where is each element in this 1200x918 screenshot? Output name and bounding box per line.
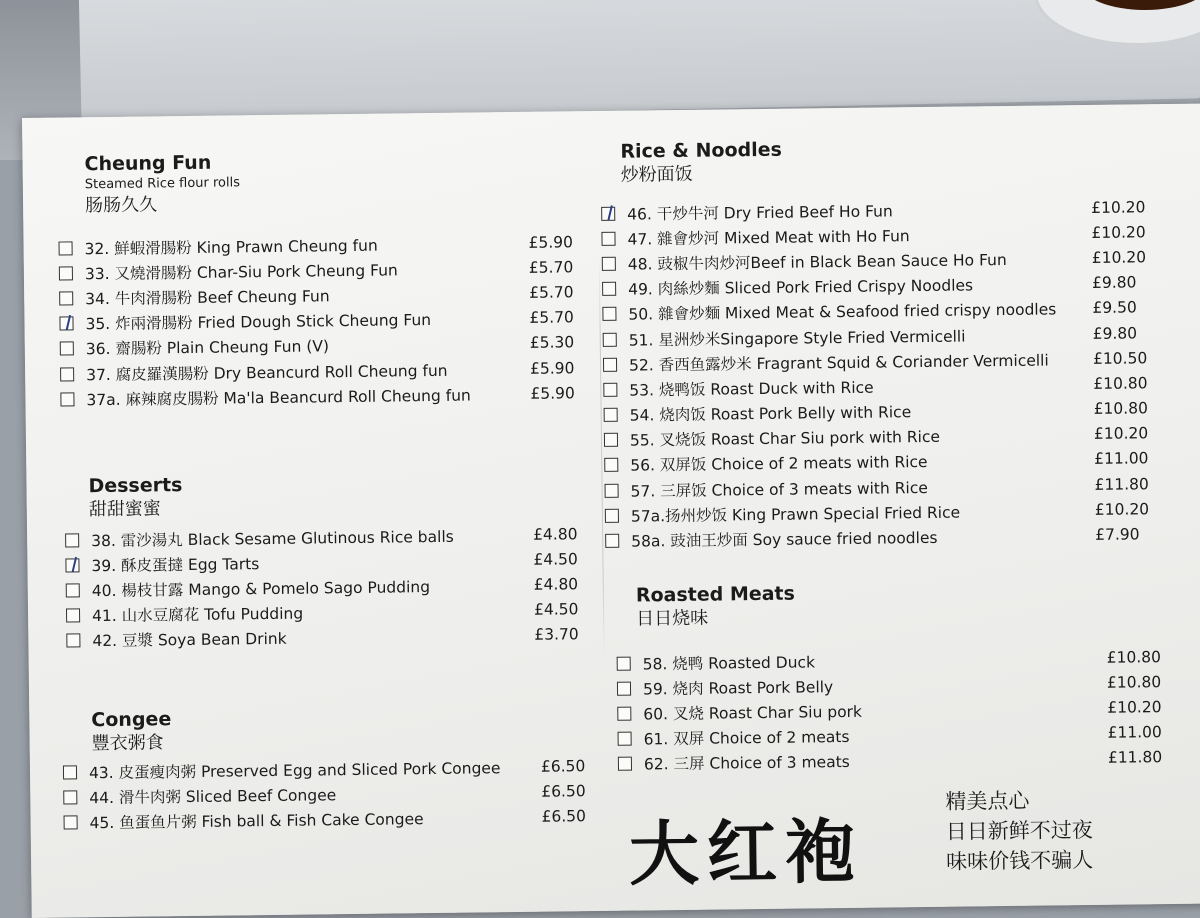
item-name: 42. 豆漿 Soya Bean Drink: [92, 630, 287, 651]
order-checkbox[interactable]: [605, 509, 619, 523]
section-title-cn: 日日烧味: [636, 607, 709, 630]
item-price: £6.50: [541, 807, 587, 826]
item-price: £6.50: [541, 781, 586, 801]
item-price: £5.90: [528, 232, 574, 252]
slogan-line: 精美点心: [945, 788, 1030, 814]
item-name: 37a. 麻辣腐皮腸粉 Ma'la Beancurd Roll Cheung fun: [86, 386, 471, 409]
order-checkbox[interactable]: [604, 433, 618, 447]
section-title-cn: 肠肠久久: [84, 194, 158, 217]
item-price: £10.20: [1091, 248, 1147, 267]
section-title: Rice & Noodles: [620, 138, 783, 163]
order-checkbox[interactable]: [605, 534, 619, 548]
order-checkbox[interactable]: [66, 634, 80, 648]
order-checkbox[interactable]: [64, 815, 78, 829]
item-price: £4.50: [533, 550, 578, 569]
section-rice-noodles: [620, 139, 782, 187]
section-title-cn: 豐衣粥食: [91, 732, 164, 755]
item-name: 37. 腐皮羅漢腸粉 Dry Beancurd Roll Cheung fun: [86, 361, 448, 384]
item-price: £5.70: [529, 308, 574, 327]
order-checkbox[interactable]: [617, 707, 631, 721]
item-name: 50. 雜會炒麵 Mixed Meat & Seafood fried crispy noodles: [628, 300, 1057, 324]
order-checkbox[interactable]: [603, 383, 617, 397]
item-name: 39. 酥皮蛋撻 Egg Tarts: [91, 554, 260, 575]
desserts-list: [65, 521, 586, 653]
item-price: £5.90: [529, 358, 575, 378]
item-name: 41. 山水豆腐花 Tofu Pudding: [91, 604, 304, 626]
menu-paper: [22, 103, 1200, 917]
item-name: 57a.扬州炒饭 King Prawn Special Fried Rice: [630, 503, 961, 526]
item-name: 52. 香西鱼露炒米 Fragrant Squid & Coriander Vermicelli: [628, 351, 1049, 375]
item-name: 33. 又燒滑腸粉 Char-Siu Pork Cheung Fun: [84, 261, 398, 284]
item-name: 38. 雷沙湯丸 Black Sesame Glutinous Rice balls: [91, 527, 454, 550]
brand-logo: 大红袍: [628, 809, 864, 896]
order-checkbox[interactable]: [602, 282, 616, 296]
section-title-cn: 甜甜蜜蜜: [88, 498, 161, 521]
order-checkbox[interactable]: [602, 307, 616, 321]
item-price: £10.20: [1091, 223, 1146, 242]
order-checkbox[interactable]: [59, 241, 73, 255]
order-checkbox[interactable]: [602, 257, 616, 271]
order-checkbox[interactable]: [66, 608, 80, 622]
item-price: £11.80: [1094, 474, 1149, 494]
item-price: £10.20: [1093, 424, 1149, 444]
item-price: £7.90: [1095, 525, 1140, 544]
order-checkbox[interactable]: [618, 757, 632, 771]
item-price: £10.20: [1107, 698, 1162, 717]
section-title: Roasted Meats: [635, 582, 796, 607]
section-congee: [91, 708, 171, 755]
item-price: £5.70: [528, 258, 574, 277]
item-price: £9.50: [1092, 298, 1137, 318]
roasted-meats-list: [617, 644, 1178, 777]
item-name: 45. 鱼蛋鱼片粥 Fish ball & Fish Cake Congee: [89, 810, 424, 833]
item-name: 46. 干炒牛河 Dry Fried Beef Ho Fun: [627, 201, 893, 224]
section-title-cn: 炒粉面饭: [620, 163, 693, 186]
item-name: 53. 烧鸭饭 Roast Duck with Rice: [629, 378, 874, 400]
item-price: £9.80: [1091, 273, 1137, 293]
item-price: £10.80: [1093, 399, 1148, 419]
order-checkbox[interactable]: [617, 681, 631, 695]
item-name: 48. 豉椒牛肉炒河Beef in Black Bean Sauce Ho Fun: [627, 250, 1007, 274]
section-roasted-meats: [636, 583, 796, 631]
section-title: Congee: [91, 708, 172, 732]
item-name: 32. 鮮蝦滑腸粉 King Prawn Cheung fun: [84, 236, 378, 258]
item-name: 35. 炸兩滑腸粉 Fried Dough Stick Cheung Fun: [85, 311, 432, 334]
section-desserts: [88, 474, 182, 521]
menu-item: [60, 380, 580, 412]
item-price: £5.30: [529, 333, 575, 353]
item-name: 49. 肉絲炒麵 Sliced Pork Fried Crispy Noodles: [628, 276, 974, 299]
item-price: £5.90: [530, 383, 575, 403]
item-price: £3.70: [534, 625, 579, 645]
item-name: 61. 双屏 Choice of 2 meats: [643, 728, 850, 749]
rice-noodles-list: [601, 194, 1175, 554]
item-name: 58. 烧鸭 Roasted Duck: [642, 652, 816, 674]
item-price: £4.80: [533, 575, 579, 594]
item-name: 54. 烧肉饭 Roast Pork Belly with Rice: [629, 403, 912, 425]
brand-slogan: [945, 785, 1093, 877]
item-name: 57. 三屏饭 Choice of 3 meats with Rice: [630, 478, 928, 501]
order-checkbox[interactable]: [601, 232, 615, 246]
item-price: £5.70: [529, 283, 574, 302]
congee-list: [63, 753, 594, 835]
section-title: Cheung Fun: [84, 151, 212, 176]
menu-item: [63, 803, 593, 835]
order-checkbox[interactable]: [604, 458, 618, 472]
item-price: £11.80: [1107, 748, 1163, 768]
item-name: 58a. 豉油王炒面 Soy sauce fried noodles: [631, 528, 938, 551]
item-price: £9.80: [1092, 323, 1138, 343]
order-checkbox[interactable]: [63, 790, 77, 804]
item-price: £10.50: [1092, 348, 1148, 368]
section-title: Desserts: [88, 474, 183, 498]
order-checkbox[interactable]: [603, 357, 617, 371]
slogan-line: 味味价钱不骗人: [946, 847, 1094, 874]
item-price: £11.00: [1107, 723, 1162, 742]
item-name: 60. 叉烧 Roast Char Siu pork: [643, 702, 863, 724]
order-checkbox[interactable]: [66, 583, 80, 597]
order-checkbox[interactable]: [63, 765, 77, 779]
section-subtitle: Steamed Rice flour rolls: [84, 175, 241, 193]
item-price: £10.80: [1093, 374, 1148, 393]
order-checkbox[interactable]: [59, 317, 73, 331]
item-price: £4.50: [533, 600, 579, 619]
order-checkbox[interactable]: [617, 656, 631, 670]
order-checkbox[interactable]: [605, 483, 619, 497]
order-checkbox[interactable]: [65, 533, 79, 547]
item-price: £10.20: [1094, 500, 1150, 519]
item-name: 43. 皮蛋瘦肉粥 Preserved Egg and Sliced Pork Congee: [88, 758, 501, 782]
menu-item: [66, 622, 586, 654]
item-price: £10.80: [1106, 672, 1162, 692]
order-checkbox[interactable]: [59, 266, 73, 280]
item-name: 44. 滑牛肉粥 Sliced Beef Congee: [89, 785, 337, 808]
item-name: 51. 星洲炒米Singapore Style Fried Vermicelli: [628, 327, 966, 350]
order-checkbox[interactable]: [60, 342, 74, 356]
item-price: £11.00: [1094, 449, 1149, 469]
item-name: 40. 楊枝甘露 Mango & Pomelo Sago Pudding: [91, 578, 431, 601]
item-name: 36. 齋腸粉 Plain Cheung Fun (V): [85, 337, 330, 359]
item-price: £10.80: [1106, 647, 1162, 667]
item-name: 59. 烧肉 Roast Pork Belly: [642, 677, 834, 699]
item-name: 62. 三屏 Choice of 3 meats: [643, 753, 850, 774]
order-checkbox[interactable]: [65, 558, 79, 572]
order-checkbox[interactable]: [60, 392, 74, 406]
order-checkbox[interactable]: [601, 206, 615, 220]
item-name: 47. 雜會炒河 Mixed Meat with Ho Fun: [627, 226, 910, 249]
item-price: £10.20: [1091, 197, 1146, 217]
order-checkbox[interactable]: [618, 732, 632, 746]
item-price: £4.80: [533, 524, 578, 544]
order-checkbox[interactable]: [59, 291, 73, 305]
item-name: 56. 双屏饭 Choice of 2 meats with Rice: [630, 453, 928, 476]
order-checkbox[interactable]: [603, 332, 617, 346]
cheung-fun-list: [58, 229, 580, 412]
item-name: 55. 叉烧饭 Roast Char Siu pork with Rice: [629, 428, 941, 450]
slogan-line: 日日新鲜不过夜: [945, 817, 1093, 844]
order-checkbox[interactable]: [604, 408, 618, 422]
item-name: 34. 牛肉滑腸粉 Beef Cheung Fun: [85, 287, 330, 309]
item-price: £6.50: [540, 756, 586, 776]
section-cheung-fun: [84, 151, 240, 217]
order-checkbox[interactable]: [60, 367, 74, 381]
